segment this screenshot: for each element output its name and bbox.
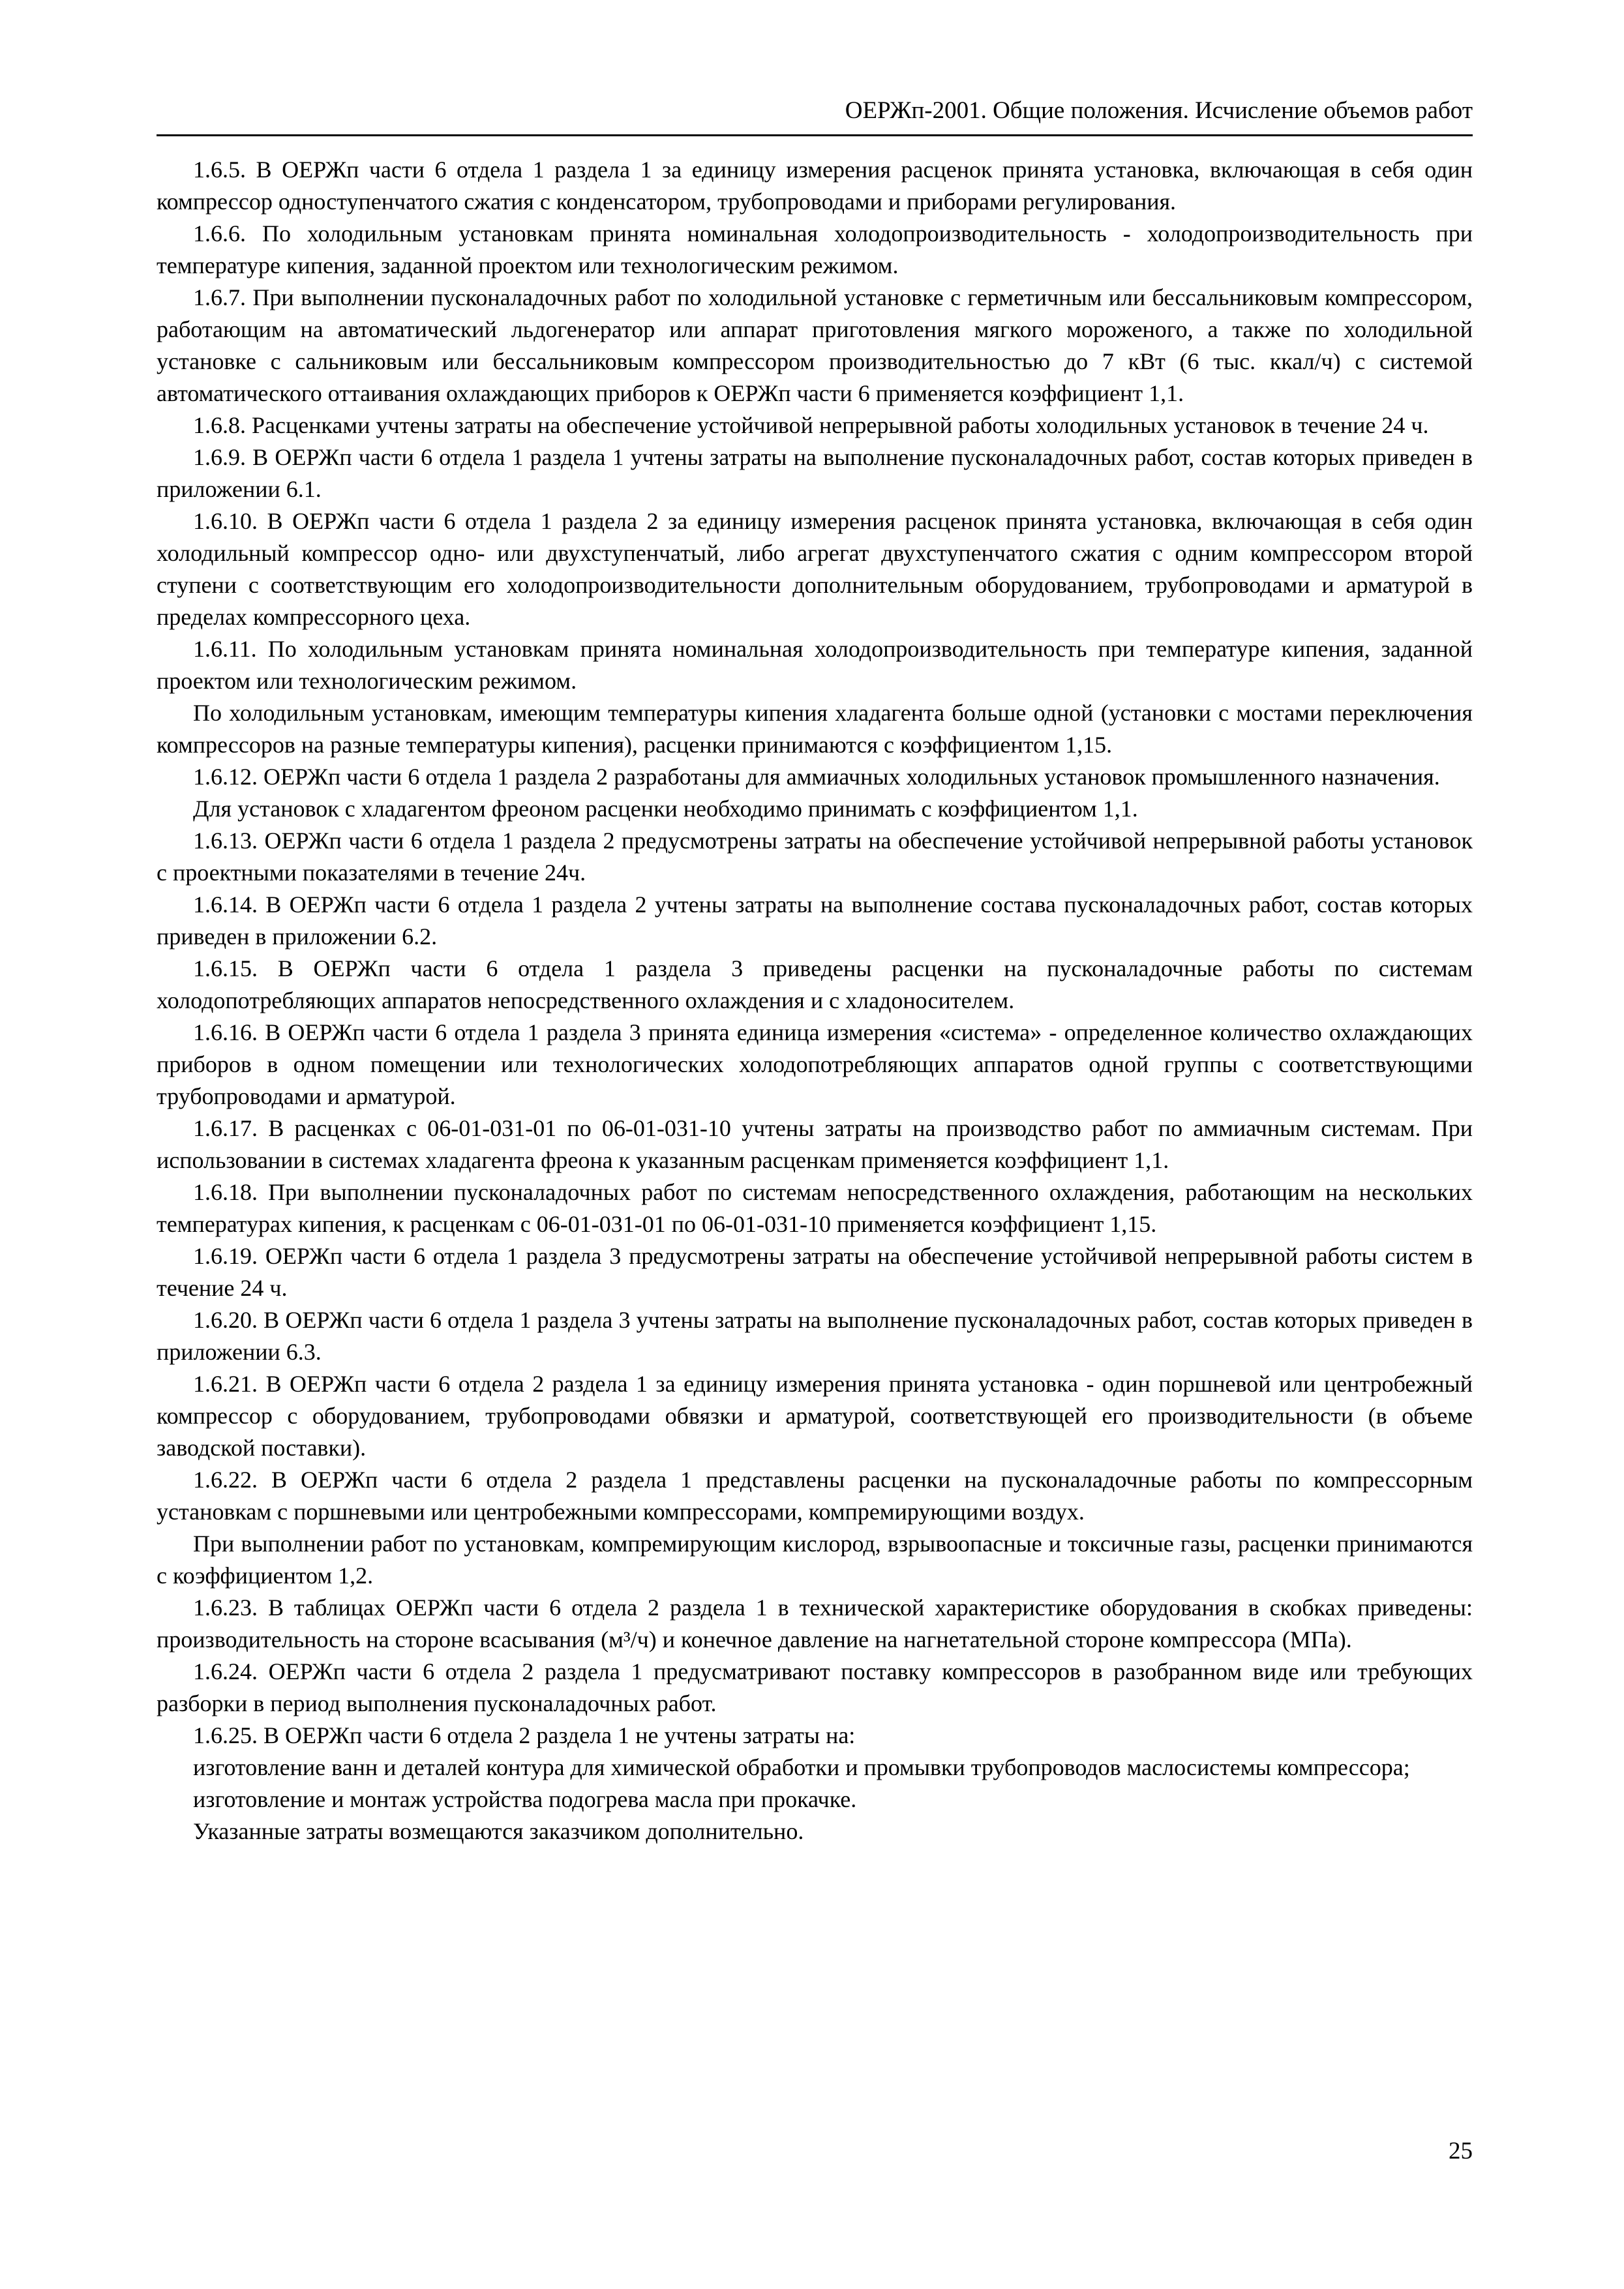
paragraph-1-6-22: 1.6.22. В ОЕРЖп части 6 отдела 2 раздела 1 представлены расценки на пусконаладочные работы по компрессорным установкам с поршневыми или центробежными компрессорами, компремирующими воздух. — [157, 1467, 1473, 1525]
paragraph-1-6-14: 1.6.14. В ОЕРЖп части 6 отдела 1 раздела 2 учтены затраты на выполнение состава пусконаладочных работ, состав которых приведен в приложении 6.2. — [157, 891, 1473, 950]
paragraph-1-6-12-note: Для установок с хладагентом фреоном расценки необходимо принимать с коэффициентом 1,1. — [193, 796, 1138, 822]
page-number: 25 — [1449, 2138, 1473, 2164]
paragraph-1-6-25: 1.6.25. В ОЕРЖп части 6 отдела 2 раздела 1 не учтены затраты на: — [193, 1722, 856, 1748]
paragraph-1-6-16: 1.6.16. В ОЕРЖп части 6 отдела 1 раздела 3 принята единица измерения «система» - определенное количество охлаждающих приборов в одном помещении или технологических холодопотребляющих аппаратов одной группы с соответствующими трубопроводами и арматурой. — [157, 1019, 1473, 1109]
page-header — [157, 91, 1473, 136]
document-body — [157, 154, 1473, 1848]
paragraph-1-6-19: 1.6.19. ОЕРЖп части 6 отдела 1 раздела 3 предусмотрены затраты на обеспечение устойчивой непрерывной работы систем в течение 24 ч. — [157, 1243, 1473, 1301]
paragraph-1-6-11-note: По холодильным установкам, имеющим температуры кипения хладагента больше одной (установки с мостами переключения компрессоров на разные температуры кипения), расценки принимаются с коэффициентом 1,15. — [157, 700, 1473, 758]
paragraph-1-6-18: 1.6.18. При выполнении пусконаладочных работ по системам непосредственного охлаждения, работающим на нескольких температурах кипения, к расценкам с 06-01-031-01 по 06-01-031-10 применяется коэффициент 1,15. — [157, 1179, 1473, 1237]
paragraph-1-6-11: 1.6.11. По холодильным установкам принята номинальная холодопроизводительность при температуре кипения, заданной проектом или технологическим режимом. — [157, 636, 1473, 694]
paragraph-1-6-8: 1.6.8. Расценками учтены затраты на обеспечение устойчивой непрерывной работы холодильных установок в течение 24 ч. — [193, 412, 1429, 438]
paragraph-1-6-23: 1.6.23. В таблицах ОЕРЖп части 6 отдела 2 раздела 1 в технической характеристике оборудования в скобках приведены: производительность на стороне всасывания (м³/ч) и конечное давление на нагнетательной стороне компрессора (МПа). — [157, 1594, 1473, 1653]
paragraph-1-6-9: 1.6.9. В ОЕРЖп части 6 отдела 1 раздела 1 учтены затраты на выполнение пусконаладочных работ, состав которых приведен в приложении 6.1. — [157, 444, 1473, 502]
paragraph-1-6-7: 1.6.7. При выполнении пусконаладочных работ по холодильной установке с герметичным или бессальниковым компрессором, работающим на автоматический льдогенератор или аппарат приготовления мягкого мороженого, а также по холодильной установке с сальниковым или бессальниковым компрессором производительностью до 7 кВт (6 тыс. ккал/ч) с системой автоматического оттаивания охлаждающих приборов к ОЕРЖп части 6 применяется коэффициент 1,1. — [157, 284, 1473, 406]
paragraph-1-6-15: 1.6.15. В ОЕРЖп части 6 отдела 1 раздела 3 приведены расценки на пусконаладочные работы по системам холодопотребляющих аппаратов непосредственного охлаждения и с хладоносителем. — [157, 955, 1473, 1013]
paragraph-1-6-17: 1.6.17. В расценках с 06-01-031-01 по 06-01-031-10 учтены затраты на производство работ по аммиачным системам. При использовании в системах хладагента фреона к указанным расценкам применяется коэффициент 1,1. — [157, 1115, 1473, 1173]
paragraph-1-6-22-note: При выполнении работ по установкам, компремирующим кислород, взрывоопасные и токсичные газы, расценки принимаются с коэффициентом 1,2. — [157, 1531, 1473, 1589]
running-title: ОЕРЖп-2001. Общие положения. Исчисление объемов работ — [845, 97, 1473, 124]
paragraph-1-6-12: 1.6.12. ОЕРЖп части 6 отдела 1 раздела 2 разработаны для аммиачных холодильных установок промышленного назначения. — [193, 764, 1440, 790]
paragraph-1-6-24: 1.6.24. ОЕРЖп части 6 отдела 2 раздела 1 предусматривают поставку компрессоров в разобранном виде или требующих разборки в период выполнения пусконаладочных работ. — [157, 1658, 1473, 1716]
paragraph-1-6-25-item-1: изготовление ванн и деталей контура для химической обработки и промывки трубопроводов маслосистемы компрессора; — [193, 1754, 1410, 1780]
paragraph-1-6-21: 1.6.21. В ОЕРЖп части 6 отдела 2 раздела 1 за единицу измерения принята установка - один поршневой или центробежный компрессор с оборудованием, трубопроводами обвязки и арматурой, соответствующей его производительности (в объеме заводской поставки). — [157, 1371, 1473, 1461]
paragraph-1-6-25-closing: Указанные затраты возмещаются заказчиком дополнительно. — [193, 1818, 804, 1844]
paragraph-1-6-25-item-2: изготовление и монтаж устройства подогрева масла при прокачке. — [193, 1786, 857, 1812]
paragraph-1-6-10: 1.6.10. В ОЕРЖп части 6 отдела 1 раздела 2 за единицу измерения расценок принята установка, включающая в себя один холодильный компрессор одно- или двухступенчатый, либо агрегат двухступенчатого сжатия с одним компрессором второй ступени с соответствующим его холодопроизводительности дополнительным оборудованием, трубопроводами и арматурой в пределах компрессорного цеха. — [157, 508, 1473, 630]
paragraph-1-6-20: 1.6.20. В ОЕРЖп части 6 отдела 1 раздела 3 учтены затраты на выполнение пусконаладочных работ, состав которых приведен в приложении 6.3. — [157, 1307, 1473, 1365]
paragraph-1-6-13: 1.6.13. ОЕРЖп части 6 отдела 1 раздела 2 предусмотрены затраты на обеспечение устойчивой непрерывной работы установок с проектными показателями в течение 24ч. — [157, 828, 1473, 886]
paragraph-1-6-5: 1.6.5. В ОЕРЖп части 6 отдела 1 раздела 1 за единицу измерения расценок принята установка, включающая в себя один компрессор одноступенчатого сжатия с конденсатором, трубопроводами и приборами регулирования. — [157, 157, 1473, 215]
paragraph-1-6-6: 1.6.6. По холодильным установкам принята номинальная холодопроизводительность - холодопроизводительность при температуре кипения, заданной проектом или технологическим режимом. — [157, 220, 1473, 278]
